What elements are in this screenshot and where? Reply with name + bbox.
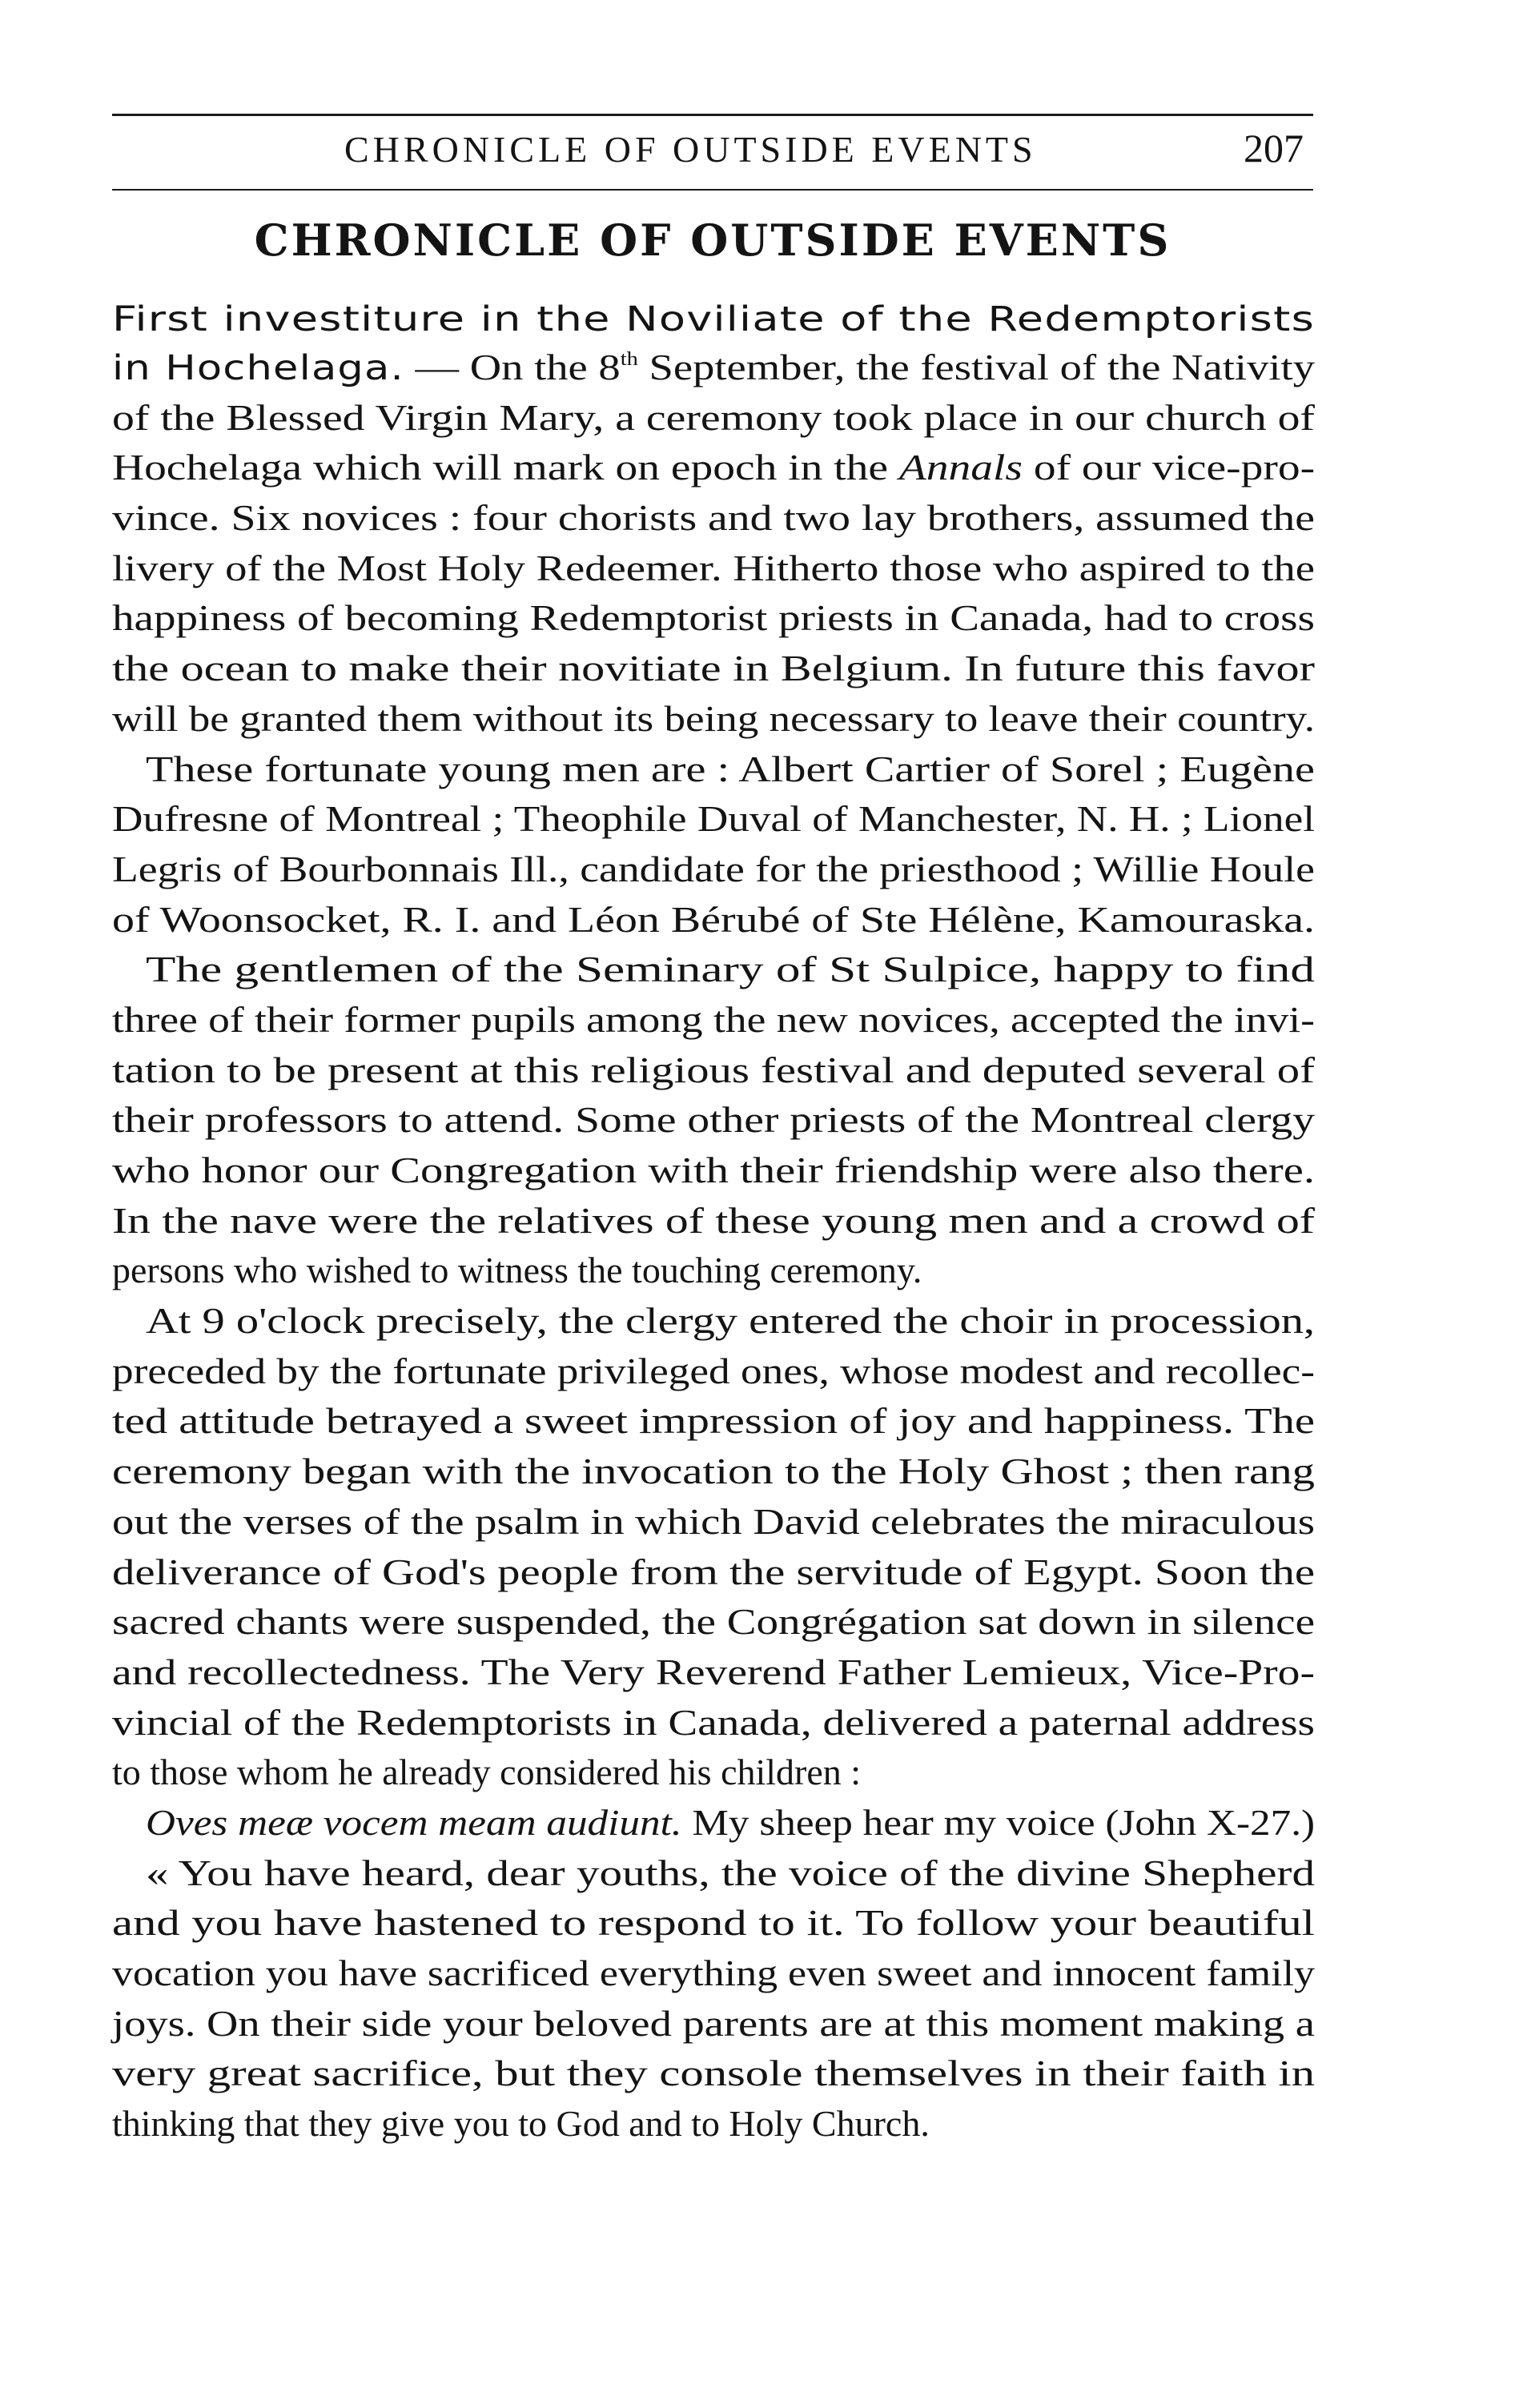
text-fragment: The gentlemen of the Seminary of St Sulpice, happy to find [146, 949, 1315, 990]
text-line-content [112, 1999, 1315, 2049]
text-fragment: and you have hastened to respond to it. To follow your beautiful [112, 1902, 1315, 1944]
text-fragment: persons who wished to witness the touching ceremony. [112, 1250, 922, 1291]
text-line [112, 593, 1315, 644]
text-fragment: sacred chants were suspended, the Congrégation sat down in silence [112, 1601, 1316, 1643]
text-fragment: of our vice-pro- [1022, 447, 1316, 488]
text-fragment: vincial of the Redemptorists in Canada, delivered a paternal address [112, 1701, 1316, 1743]
text-line-content [112, 1748, 861, 1798]
text-fragment: their professors to attend. Some other priests of the Montreal clergy [112, 1099, 1315, 1141]
text-line [112, 2049, 1315, 2099]
text-fragment: deliverance of God's people from the servitude of Egypt. Soon the [112, 1551, 1316, 1592]
text-line [112, 895, 1315, 945]
text-fragment: My sheep hear my voice (John X-27.) [681, 1801, 1316, 1843]
text-fragment: preceded by the fortunate privileged ones, whose modest and recollec- [112, 1350, 1315, 1391]
text-line-content [112, 895, 1315, 945]
text-line-content [112, 1396, 1315, 1447]
text-line [112, 1296, 1315, 1346]
text-line [112, 794, 1315, 845]
text-line-content [112, 1095, 1315, 1146]
text-line [112, 694, 1315, 744]
text-line [112, 544, 1315, 594]
italic-title: Annals [898, 447, 1023, 488]
text-line [112, 995, 1315, 1045]
text-line-content [112, 1246, 922, 1296]
latin-quote: Oves meæ vocem meam audiunt. [146, 1801, 682, 1843]
text-line-content [146, 945, 1315, 995]
section-heading: in Hochelaga. [112, 348, 404, 388]
text-line [112, 1497, 1315, 1547]
text-fragment: tation to be present at this religious festival and deputed several of [112, 1049, 1315, 1090]
text-line-content [112, 1698, 1315, 1748]
text-fragment: livery of the Most Holy Redeemer. Hitherto those who aspired to the [112, 547, 1315, 588]
text-line-content [112, 393, 1315, 443]
text-line [112, 1246, 1315, 1296]
text-line-content [112, 1547, 1315, 1598]
text-line [112, 1999, 1315, 2049]
text-line-content [112, 443, 1315, 493]
text-line-content [112, 593, 1315, 644]
text-line [112, 1798, 1315, 1848]
text-line [112, 1095, 1315, 1146]
text-line-content [146, 1296, 1315, 1346]
text-line-content [146, 1798, 1315, 1848]
body-text [112, 295, 1315, 2149]
text-fragment: the ocean to make their novitiate in Belgium. In future this favor [112, 648, 1315, 689]
text-fragment: joys. On their side your beloved parents are at this moment making a [112, 2002, 1315, 2044]
text-line-content [112, 1196, 1315, 1246]
text-line-content [112, 1045, 1315, 1096]
text-fragment: of Woonsocket, R. I. and Léon Bérubé of Ste Hélène, Kamouraska. [112, 898, 1316, 940]
text-line [112, 845, 1315, 895]
text-fragment: First investiture in the Noviliate of the Redemptorists [112, 299, 1316, 339]
page-number: 207 [1244, 126, 1304, 171]
text-fragment: of the Blessed Virgin Mary, a ceremony took place in our church of [112, 396, 1315, 438]
header-bottom-rule [112, 189, 1313, 191]
text-line-content [112, 343, 1315, 394]
text-fragment: ceremony began with the invocation to the Holy Ghost ; then rang [112, 1451, 1315, 1492]
text-fragment: out the verses of the psalm in which David celebrates the miraculous [112, 1500, 1315, 1542]
text-line [112, 644, 1315, 694]
text-line-content [112, 2099, 930, 2149]
text-fragment: At 9 o'clock precisely, the clergy entered the choir in procession, [146, 1300, 1316, 1342]
text-line [112, 744, 1315, 795]
text-fragment: and recollectedness. The Very Reverend Father Lemieux, Vice-Pro- [112, 1651, 1315, 1692]
text-line [112, 1396, 1315, 1447]
text-line-content [112, 1948, 1315, 1999]
text-line [112, 1948, 1315, 1999]
text-line-content [112, 1146, 1315, 1196]
running-head-title: CHRONICLE OF OUTSIDE EVENTS [344, 129, 1037, 170]
text-line-content [112, 694, 1315, 744]
text-fragment: September, the festival of the Nativity [637, 347, 1316, 387]
text-line [112, 1698, 1315, 1748]
text-line-content [112, 544, 1315, 594]
header-top-rule [112, 114, 1313, 116]
text-line [112, 1346, 1315, 1397]
text-fragment: who honor our Congregation with their friendship were also there. [112, 1150, 1316, 1190]
text-line-content [146, 1848, 1315, 1899]
text-line [112, 295, 1315, 343]
ordinal-suffix: th [620, 349, 638, 370]
chapter-title: CHRONICLE OF OUTSIDE EVENTS [254, 215, 1171, 266]
text-line-content [112, 295, 1315, 343]
text-line-content [112, 1898, 1315, 1948]
text-line-content [112, 1447, 1315, 1497]
running-head [112, 122, 1313, 178]
text-line-content [112, 644, 1315, 694]
text-fragment: happiness of becoming Redemptorist priests in Canada, had to cross [112, 597, 1315, 639]
text-line [112, 1146, 1315, 1196]
text-fragment: Hochelaga which will mark on epoch in the [112, 447, 899, 488]
text-fragment: « You have heard, dear youths, the voice of the divine Shepherd [146, 1852, 1316, 1893]
text-line [112, 493, 1315, 544]
text-line [112, 1748, 1315, 1798]
text-line [112, 945, 1315, 995]
text-line [112, 1848, 1315, 1899]
text-line [112, 1547, 1315, 1598]
text-line-content [112, 794, 1315, 845]
text-line [112, 443, 1315, 493]
text-fragment: three of their former pupils among the new novices, accepted the invi- [112, 998, 1315, 1040]
text-fragment: Dufresne of Montreal ; Theophile Duval of Manchester, N. H. ; Lionel [112, 798, 1315, 840]
text-line [112, 1647, 1315, 1698]
text-fragment: In the nave were the relatives of these young men and a crowd of [112, 1199, 1315, 1241]
text-line [112, 1898, 1315, 1948]
text-line-content [112, 2049, 1315, 2099]
text-fragment: These fortunate young men are : Albert Cartier of Sorel ; Eugène [146, 748, 1315, 789]
text-line-content [146, 744, 1315, 795]
text-fragment: — On the 8 [404, 347, 621, 387]
text-line-content [112, 493, 1315, 544]
text-line [112, 393, 1315, 443]
text-fragment: ted attitude betrayed a sweet impression of joy and happiness. The [112, 1400, 1316, 1442]
text-line-content [112, 1647, 1315, 1698]
text-line [112, 1196, 1315, 1246]
text-fragment: vince. Six novices : four chorists and two lay brothers, assumed the [112, 497, 1315, 539]
text-fragment: to those whom he already considered his children : [112, 1752, 862, 1793]
text-line-content [112, 1346, 1315, 1397]
text-fragment: very great sacrifice, but they console themselves in their faith in [112, 2053, 1316, 2094]
text-fragment: vocation you have sacrificed everything even sweet and innocent family [112, 1952, 1315, 1993]
text-line-content [112, 1497, 1315, 1547]
text-fragment: thinking that they give you to God and to Holy Church. [112, 2103, 930, 2145]
text-line [112, 1597, 1315, 1647]
text-fragment: Legris of Bourbonnais Ill., candidate for the priesthood ; Willie Houle [112, 848, 1315, 889]
text-line-content [112, 845, 1315, 895]
text-line [112, 2099, 1315, 2149]
text-line-content [112, 995, 1315, 1045]
text-line [112, 1045, 1315, 1096]
text-fragment: will be granted them without its being necessary to leave their country. [112, 697, 1315, 739]
text-line [112, 343, 1315, 393]
text-line-content [112, 1597, 1315, 1647]
text-line [112, 1447, 1315, 1497]
